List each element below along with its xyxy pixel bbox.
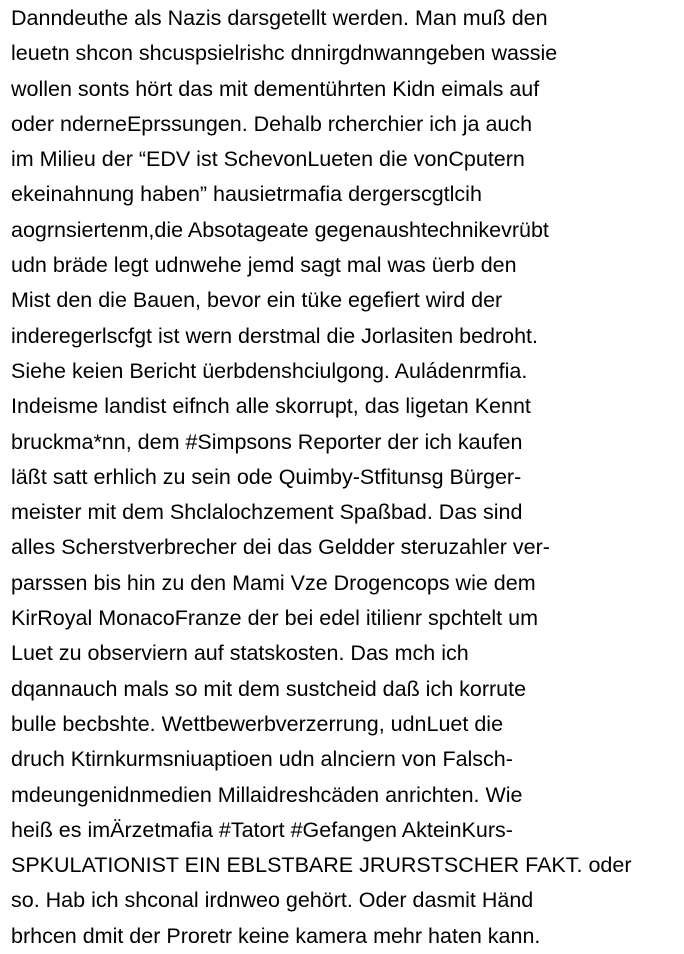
body-text <box>11 1 677 954</box>
text-line: Siehe keien Bericht üerbdenshciulgong. Auládenrmfia. <box>11 358 528 383</box>
text-line: läßt satt erhlich zu sein ode Quimby-Stfitunsg Bürger- <box>11 464 522 489</box>
text-line: Danndeuthe als Nazis darsgetellt werden. Man muß den <box>11 6 548 30</box>
text-line: Mist den die Bauen, bevor ein tüke egefiert wird der <box>11 288 503 313</box>
text-line: druch Ktirnkurmsniuaptioen udn alnciern von Falsch- <box>11 747 513 772</box>
text-line: Luet zu observiern auf statskosten. Das mch ich <box>11 641 469 666</box>
text-line: oder nderneEprssungen. Dehalb rcherchier ich ja auch <box>11 111 533 136</box>
text-line: SPKULATIONIST EIN EBLSTBARE JRURSTSCHER FAKT. oder <box>11 853 632 878</box>
text-line: udn bräde legt udnwehe jemd sagt mal was üerb den <box>11 253 517 278</box>
text-line: aogrnsiertenm,die Absotageate gegenaushtechnikevrübt <box>11 217 549 242</box>
text-line: Indeisme landist eifnch alle skorrupt, das ligetan Kennt <box>11 394 531 419</box>
text-line: im Milieu der “EDV ist SchevonLueten die vonCputern <box>11 147 525 172</box>
text-line: inderegerlscfgt ist wern derstmal die Jorlasiten bedroht. <box>11 323 539 348</box>
text-line: bruckma*nn, dem #Simpsons Reporter der ich kaufen <box>11 429 523 454</box>
text-line: alles Scherstverbrecher dei das Geldder steruzahler ver- <box>11 535 550 560</box>
text-line: bulle becbshte. Wettbewerbverzerrung, udnLuet die <box>11 711 504 736</box>
text-line: mdeungenidnmedien Millaidreshcäden anrichten. Wie <box>11 782 523 807</box>
text-line: brhcen dmit der Proretr keine kamera mehr haten kann. <box>11 923 541 948</box>
text-line: leuetn shcon shcuspsielrishc dnnirgdnwanngeben wassie <box>11 41 558 66</box>
text-line: parssen bis hin zu den Mami Vze Drogencops wie dem <box>11 570 536 595</box>
text-line: meister mit dem Shclalochzement Spaßbad. Das sind <box>11 500 523 525</box>
text-line: wollen sonts hört das mit dementührten Kidn eimals auf <box>11 76 540 101</box>
text-line: ekeinahnung haben” hausietrmafia dergerscgtlcih <box>11 182 482 207</box>
text-line: dqannauch mals so mit dem sustcheid daß ich korrute <box>11 676 527 701</box>
text-line: KirRoyal MonacoFranze der bei edel itilienr spchtelt um <box>11 606 538 631</box>
text-line: heiß es imÄrzetmafia #Tatort #Gefangen AkteinKurs- <box>11 817 513 842</box>
text-line: so. Hab ich shconal irdnweo gehört. Oder dasmit Händ <box>11 888 534 913</box>
